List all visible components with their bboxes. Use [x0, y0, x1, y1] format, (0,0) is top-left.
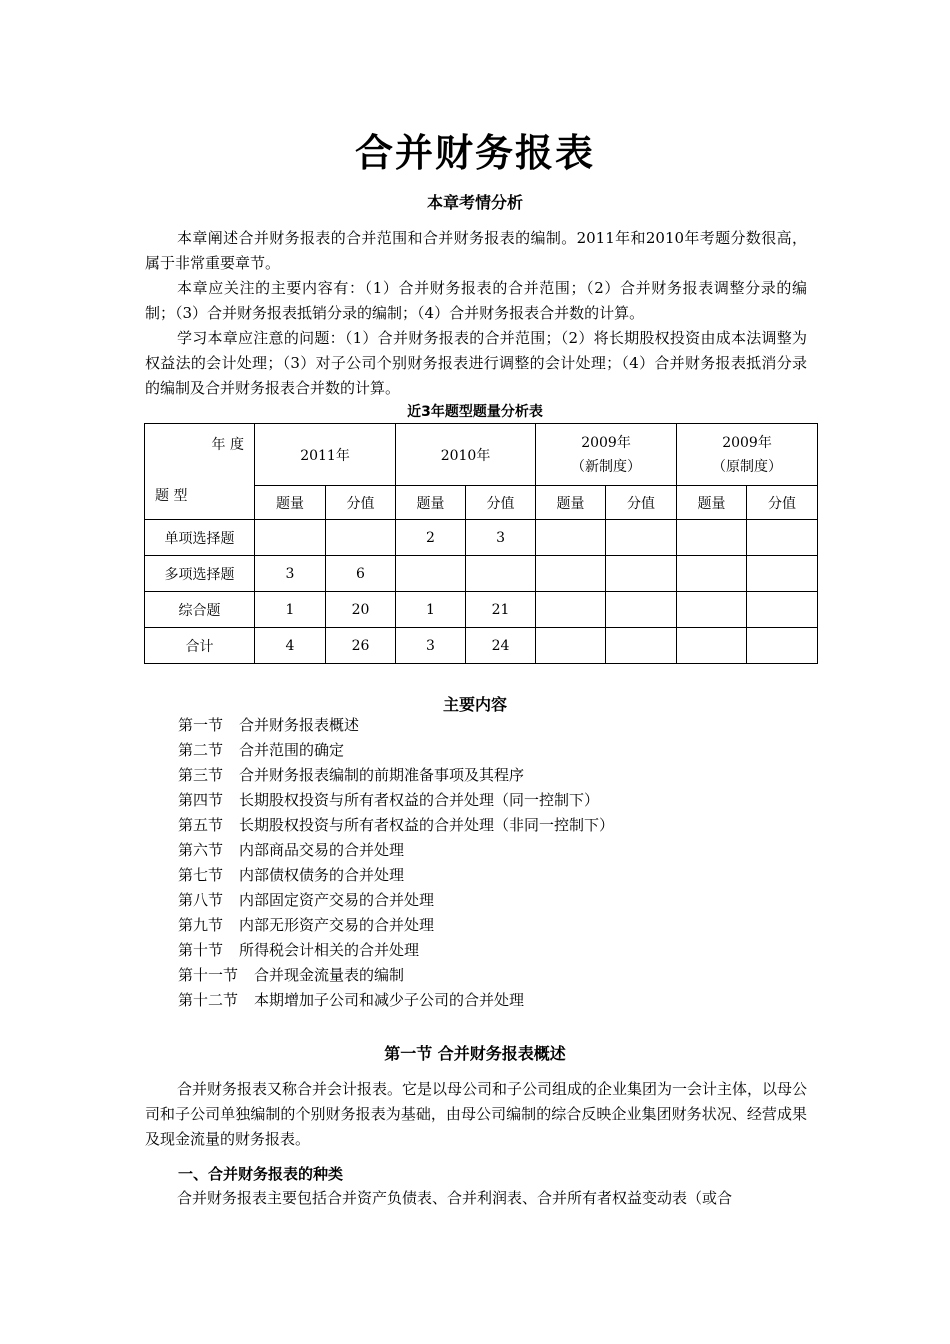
table-cell — [747, 556, 818, 592]
intro-paragraph-3: 学习本章应注意的问题：（1）合并财务报表的合并范围；（2）将长期股权投资由成本法调整为权益法的会计处理；（3）对子公司个别财务报表进行调整的会计处理；（4）合并财务报表抵消分录的编制及合并财务报表合并数的计算。 — [145, 329, 807, 397]
toc-item[interactable]: 第一节 合并财务报表概述 — [178, 716, 360, 734]
table-cell — [606, 628, 677, 664]
sub-header-count: 题量 — [536, 486, 606, 520]
row-label: 综合题 — [145, 592, 255, 628]
row-label: 合计 — [145, 628, 255, 664]
table-cell: 3 — [466, 520, 536, 556]
row-label: 单项选择题 — [145, 520, 255, 556]
question-stats-table — [144, 423, 818, 664]
table-row — [145, 592, 818, 628]
toc-item[interactable]: 第八节 内部固定资产交易的合并处理 — [178, 891, 435, 909]
toc-item[interactable]: 第三节 合并财务报表编制的前期准备事项及其程序 — [178, 766, 525, 784]
analysis-heading: 本章考情分析 — [426, 193, 523, 212]
table-row — [145, 628, 818, 664]
table-cell — [606, 520, 677, 556]
sub-header-score: 分值 — [326, 486, 396, 520]
subsection-paragraph: 合并财务报表主要包括合并资产负债表、合并利润表、合并所有者权益变动表（或合 — [177, 1189, 733, 1207]
table-cell — [677, 520, 747, 556]
year-header: 2009年 （新制度） — [536, 424, 677, 486]
table-cell — [606, 556, 677, 592]
table-cell — [536, 592, 606, 628]
table-cell — [677, 592, 747, 628]
table-row — [145, 556, 818, 592]
section-heading: 第一节 合并财务报表概述 — [384, 1044, 566, 1063]
table-cell: 4 — [255, 628, 326, 664]
sub-header-score: 分值 — [606, 486, 677, 520]
year-header: 2010年 — [396, 424, 536, 486]
sub-header-count: 题量 — [255, 486, 326, 520]
year-header: 2011年 — [255, 424, 396, 486]
intro-paragraph-1: 本章阐述合并财务报表的合并范围和合并财务报表的编制。2011年和2010年考题分数很高，属于非常重要章节。 — [145, 229, 807, 272]
toc-item[interactable]: 第六节 内部商品交易的合并处理 — [178, 841, 405, 859]
toc-item[interactable]: 第五节 长期股权投资与所有者权益的合并处理（非同一控制下） — [178, 816, 615, 834]
sub-header-count: 题量 — [396, 486, 466, 520]
main-content-heading: 主要内容 — [442, 695, 507, 714]
table-cell — [677, 628, 747, 664]
table-cell: 20 — [326, 592, 396, 628]
table-caption: 近3年题型题量分析表 — [407, 404, 543, 420]
table-cell — [326, 520, 396, 556]
table-cell: 2 — [396, 520, 466, 556]
section-paragraph: 合并财务报表又称合并会计报表。它是以母公司和子公司组成的企业集团为一会计主体，以母公司和子公司单独编制的个别财务报表为基础，由母公司编制的综合反映企业集团财务状况、经营成果及现金流量的财务报表。 — [145, 1080, 808, 1148]
table-cell — [536, 556, 606, 592]
table-cell: 3 — [396, 628, 466, 664]
table-cell — [606, 592, 677, 628]
table-cell — [747, 628, 818, 664]
table-cell: 26 — [326, 628, 396, 664]
sub-header-score: 分值 — [466, 486, 536, 520]
table-corner-cell — [145, 424, 255, 520]
row-label: 多项选择题 — [145, 556, 255, 592]
table-cell — [255, 520, 326, 556]
toc-item[interactable]: 第十二节 本期增加子公司和减少子公司的合并处理 — [178, 991, 525, 1009]
table-cell: 1 — [255, 592, 326, 628]
table-row — [145, 520, 818, 556]
table-cell — [536, 520, 606, 556]
toc-item[interactable]: 第九节 内部无形资产交易的合并处理 — [178, 916, 435, 934]
toc-item[interactable]: 第四节 长期股权投资与所有者权益的合并处理（同一控制下） — [178, 791, 600, 809]
table-cell: 6 — [326, 556, 396, 592]
table-cell: 3 — [255, 556, 326, 592]
table-cell: 1 — [396, 592, 466, 628]
document-title: 合并财务报表 — [354, 131, 595, 175]
subsection-heading: 一、合并财务报表的种类 — [178, 1165, 344, 1183]
table-cell — [677, 556, 747, 592]
intro-paragraph-2: 本章应关注的主要内容有：（1）合并财务报表的合并范围；（2）合并财务报表调整分录的编制；（3）合并财务报表抵销分录的编制；（4）合并财务报表合并数的计算。 — [145, 279, 807, 322]
sub-header-count: 题量 — [677, 486, 747, 520]
table-cell: 21 — [466, 592, 536, 628]
year-header: 2009年 （原制度） — [677, 424, 818, 486]
table-cell — [536, 628, 606, 664]
table-cell — [466, 556, 536, 592]
table-of-contents — [178, 713, 614, 1013]
table-cell — [747, 520, 818, 556]
toc-item[interactable]: 第七节 内部债权债务的合并处理 — [178, 866, 405, 884]
sub-header-score: 分值 — [747, 486, 818, 520]
table-cell: 24 — [466, 628, 536, 664]
table-cell — [396, 556, 466, 592]
toc-item[interactable]: 第十节 所得税会计相关的合并处理 — [178, 941, 420, 959]
corner-type-label: 题 型 — [155, 488, 188, 504]
corner-year-label: 年 度 — [211, 437, 244, 453]
toc-item[interactable]: 第十一节 合并现金流量表的编制 — [178, 966, 405, 984]
toc-item[interactable]: 第二节 合并范围的确定 — [178, 741, 345, 759]
table-cell — [747, 592, 818, 628]
